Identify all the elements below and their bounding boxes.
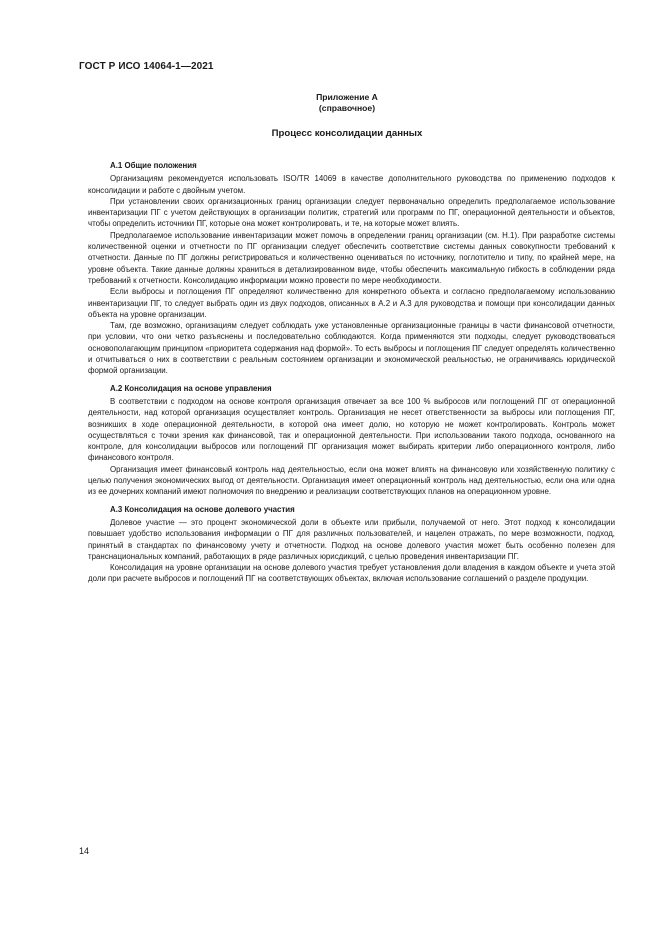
annex-title: Процесс консолидации данных: [271, 128, 423, 139]
section-a2: [88, 383, 615, 498]
paragraph: Там, где возможно, организациям следует соблюдать уже установленные организационные границы в части финансовой отчетности, при условии, что они четко разъяснены и последовательно соблюдаются. Когда применяются эти подходы, следует руководствоваться основополагающим принципом «приоритета содержания над формой». То есть выбросы и поглощения ПГ следует определять количественно и отчитываться о них в соответствии с реальным состоянием организации и экономической реальностью, не ограничиваясь юридической формой организации.: [88, 321, 615, 376]
paragraph: Если выбросы и поглощения ПГ определяют количественно для конкретного объекта и согласно предполагаемому использованию инвентаризации ПГ, то следует выбрать один из двух подходов, описанных в А.2 и А.3 для руководства и помощи при консолидации данных объекта на уровне организации.: [88, 287, 615, 319]
section-heading: А.2 Консолидация на основе управления: [110, 383, 272, 393]
section-a1: [88, 160, 615, 377]
section-heading: А.1 Общие положения: [110, 161, 197, 170]
paragraph: Предполагаемое использование инвентаризации может помочь в определении границ организации (см. Н.1). При разработке системы количественной оценки и отчетности по ПГ организации следует обеспечить соответствие системы данных совокупности требований к отчетности. Данные по ПГ должны регистрироваться и количественно оцениваться по источнику, поглотителю и типу, по крайней мере, на уровне объекта. Такие данные должны храниться в детализированном виде, чтобы обеспечить максимальную гибкость в соблюдении ряда требований к отчетности. Консолидацию информации можно провести по мере необходимости.: [88, 230, 615, 285]
annex-label: Приложение А: [316, 92, 378, 102]
paragraph: Долевое участие — это процент экономической доли в объекте или прибыли, получаемой от него. Этот подход к консолидации повышает удобство использования информации о ПГ для различных пользователей, и нацелен отражать, по мере возможности, подход, принятый в стандартах по финансовому учету и отчетности. Подход на основе долевого участия может быть особенно полезен для транснациональных компаний, работающих в ряде различных юрисдикций, с целью проведения инвентаризации ПГ.: [88, 517, 615, 561]
standard-designation: ГОСТ Р ИСО 14064-1—2021: [79, 61, 214, 72]
paragraph: При установлении своих организационных границ организации следует первоначально определить предполагаемое использование инвентаризации ПГ с учетом действующих в организации политик, стратегий или программ по ПГ, операционной деятельности и объектов, чтобы определить источники ПГ, которые она может контролировать, и те, на которые может влиять.: [88, 196, 615, 229]
paragraph: В соответствии с подходом на основе контроля организация отвечает за все 100 % выбросов или поглощений ПГ от операционной деятельности, над которой организация осуществляет контроль. Организация не несет ответственности за выбросы или поглощения ПГ, возникших в ходе операционной деятельности, в которой она имеет долю, но которую не может контролировать. Контроль может осуществляться с точки зрения как финансовой, так и операционной деятельности. При использовании такого подхода, основанного на контроле, для консолидации выбросов или поглощений ПГ организация может выбирать критерии либо операционного контроля, либо финансового контроля.: [88, 396, 615, 463]
page-number: 14: [79, 846, 90, 856]
paragraph: Организация имеет финансовый контроль над деятельностью, если она может влиять на финансовую или хозяйственную политику с целью получения экономических выгод от деятельности. Организация имеет операционный контроль над деятельностью, если она или одна из ее дочерних компаний имеют полномочия по внедрению и реализации соответствующих планов на операционном уровне.: [88, 464, 615, 497]
annex-header: [79, 92, 615, 114]
section-a3: [88, 504, 615, 585]
paragraph: Организациям рекомендуется использовать ISO/TR 14069 в качестве дополнительного руководства по применению подходов к консолидации и работе с двойным учетом.: [88, 174, 615, 195]
annex-status: (справочное): [318, 103, 376, 113]
section-heading: А.3 Консолидация на основе долевого участия: [110, 504, 295, 514]
paragraph: Консолидация на уровне организации на основе долевого участия требует установления доли владения в каждом объекте и учета этой доли при расчете выбросов и поглощений ПГ на соответствующих объектах, включая использование соглашений о разделе продукции.: [88, 563, 615, 584]
document-body: [88, 160, 615, 585]
